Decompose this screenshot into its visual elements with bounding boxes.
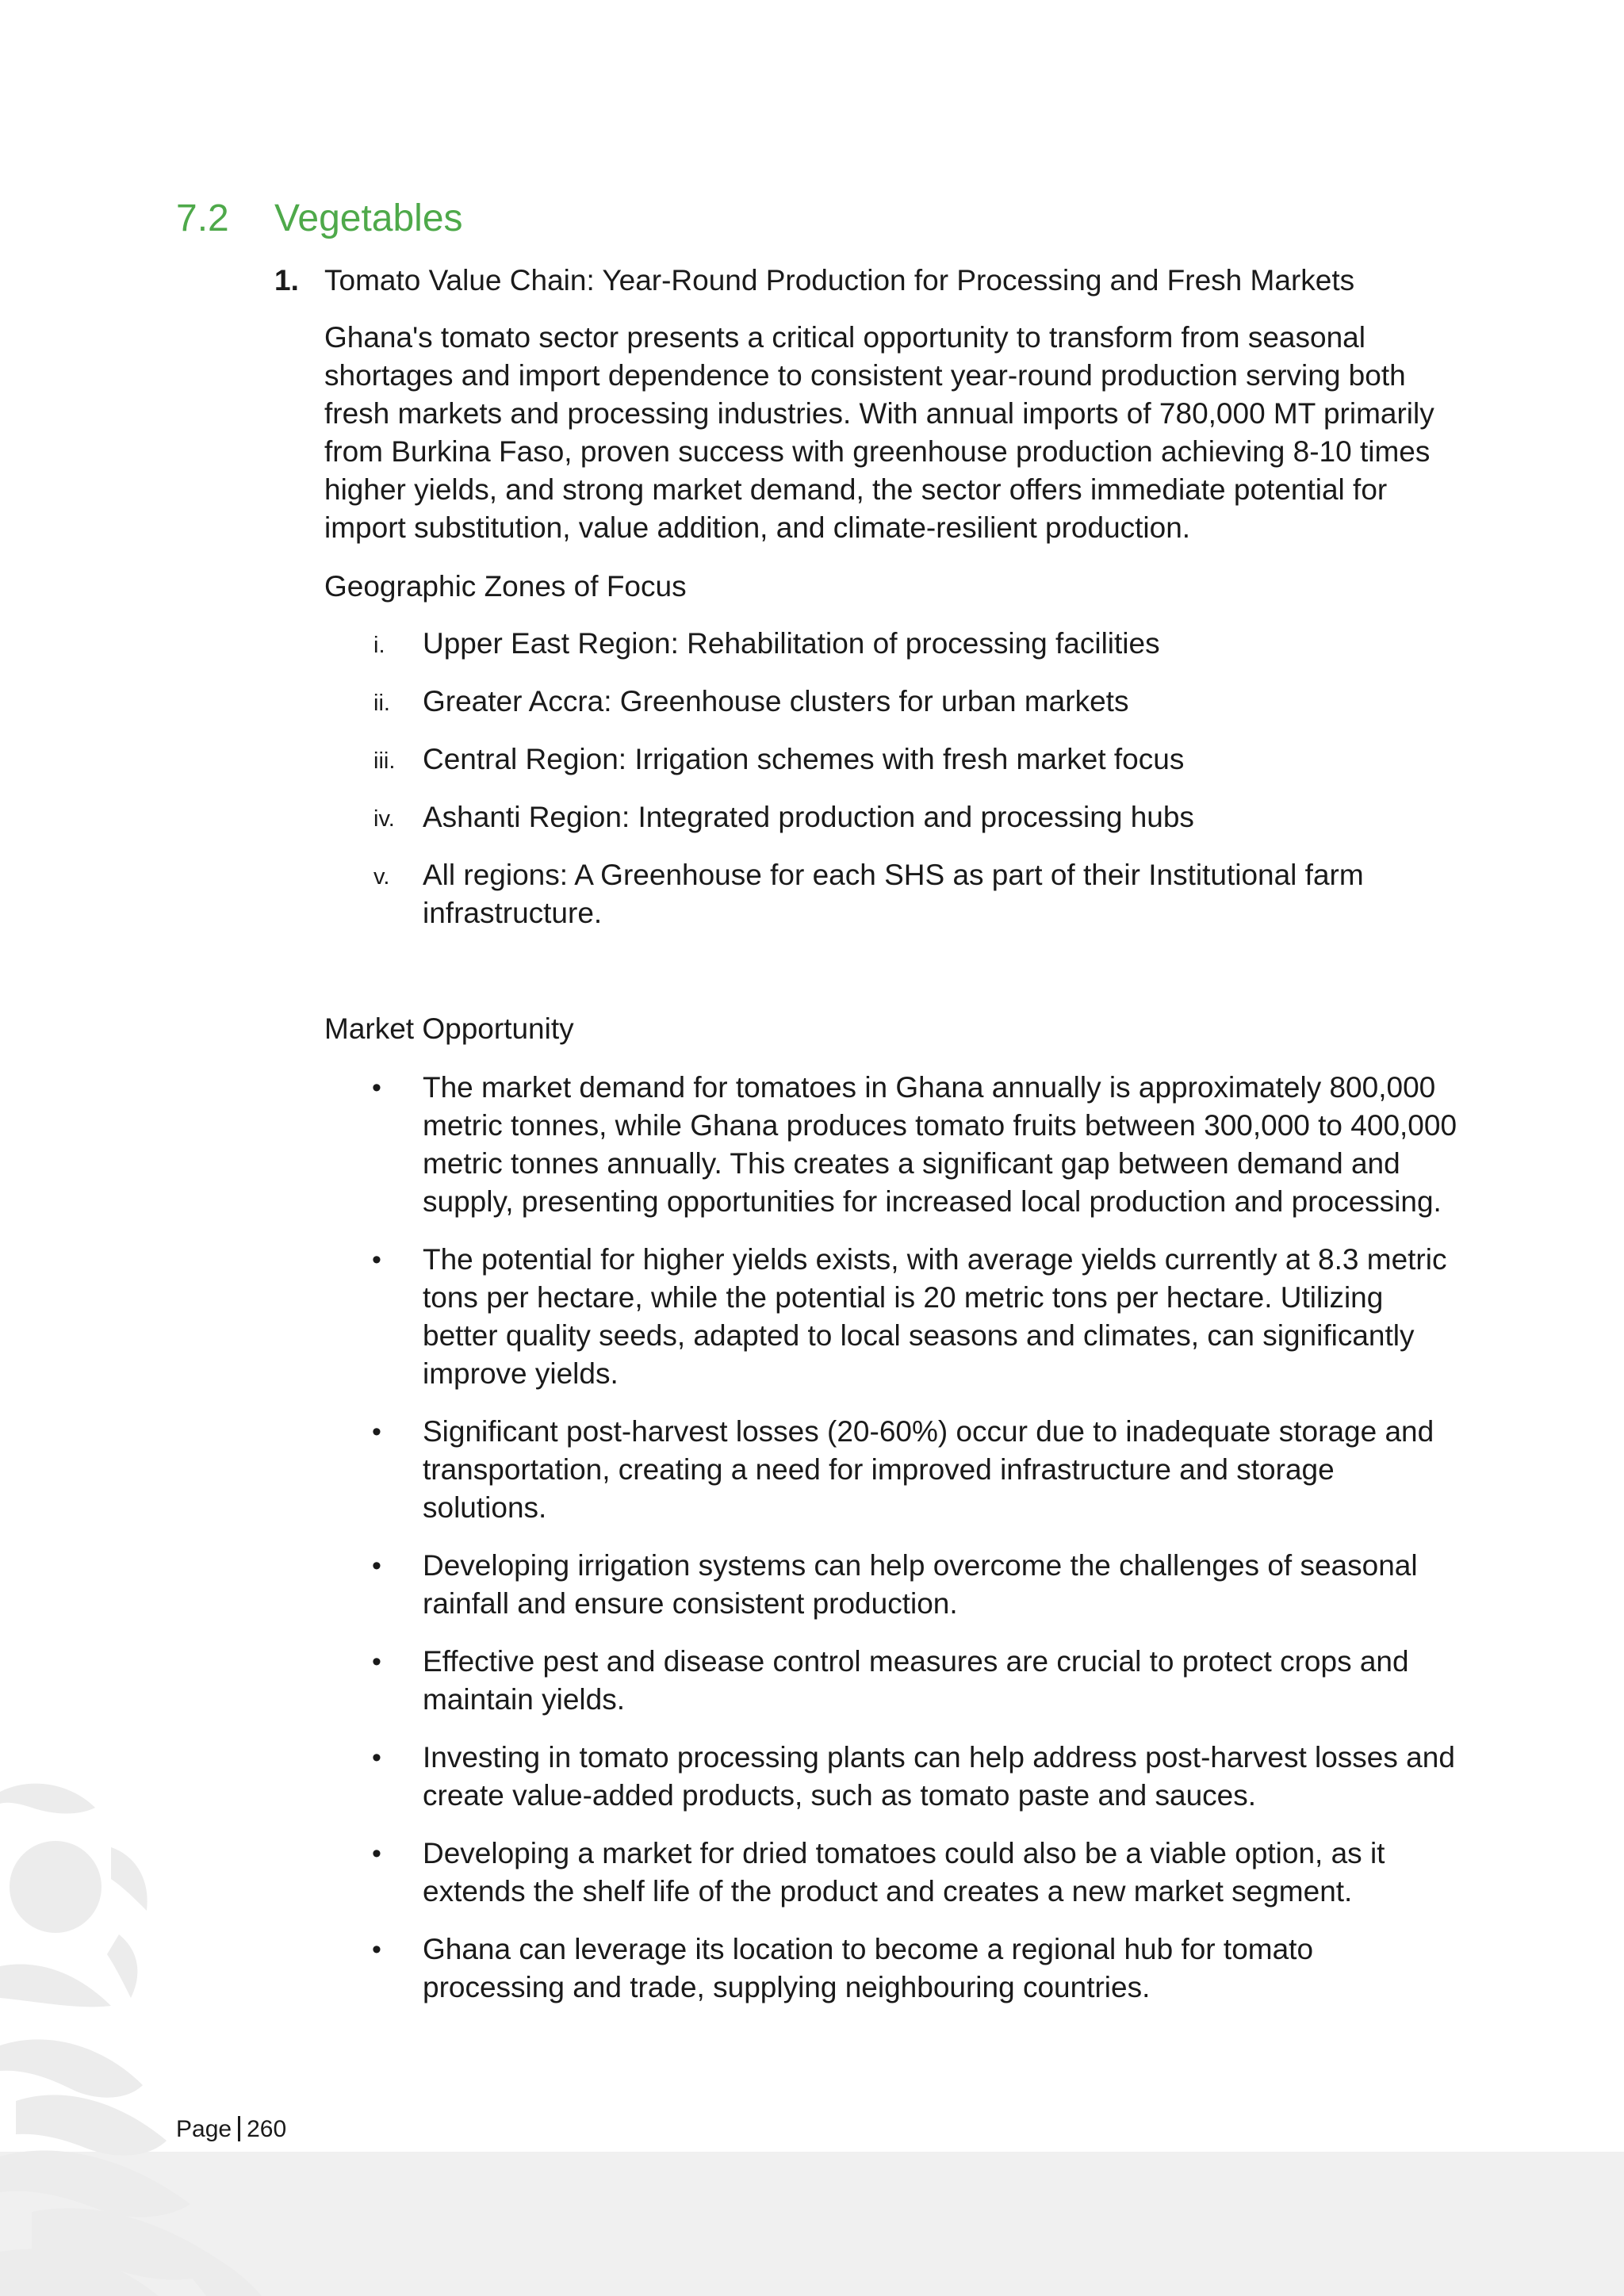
list-item-text: Developing a market for dried tomatoes could also be a viable option, as it extends the shelf life of the product and creates a new market segment. [423, 1837, 1385, 1908]
bullet-icon: • [372, 1417, 381, 1447]
bullet-icon: • [372, 1647, 381, 1677]
footer-divider [238, 2116, 240, 2141]
list-item-text: Investing in tomato processing plants can help address post-harvest losses and create value-added products, such as tomato paste and sauces. [423, 1741, 1455, 1812]
geographic-zones-list [324, 625, 1458, 952]
list-marker: v. [373, 864, 390, 890]
list-item [324, 1739, 1458, 1815]
section-heading [176, 193, 463, 244]
list-item-text: Upper East Region: Rehabilitation of processing facilities [423, 627, 1160, 660]
list-item-text: The potential for higher yields exists, with average yields currently at 8.3 metric tons per hectare, while the potential is 20 metric tons per hectare. Utilizing better quality seeds, adapted to local seasons and climates, can significantly improve yields. [423, 1243, 1447, 1390]
bullet-icon: • [372, 1934, 381, 1965]
bullet-icon: • [372, 1743, 381, 1773]
list-marker: ii. [373, 691, 390, 716]
list-item [324, 1413, 1458, 1527]
list-item [324, 1835, 1458, 1911]
bullet-icon: • [372, 1551, 381, 1581]
page-label: Page [176, 2116, 232, 2142]
item-number: 1. [274, 264, 299, 297]
list-item [324, 856, 1458, 932]
list-item [324, 798, 1458, 836]
list-item [324, 683, 1458, 721]
page-footer [176, 2114, 286, 2145]
list-item-text: Greater Accra: Greenhouse clusters for urban markets [423, 685, 1129, 718]
section-title: Vegetables [274, 197, 463, 239]
section-number: 7.2 [176, 197, 229, 239]
bullet-icon: • [372, 1245, 381, 1275]
list-item-text: Ghana can leverage its location to become a regional hub for tomato processing and trade, supplying neighbouring countries. [423, 1933, 1314, 2003]
list-item-text: All regions: A Greenhouse for each SHS as part of their Institutional farm infrastructure. [423, 859, 1364, 929]
market-opportunity-list [324, 1069, 1458, 2026]
item-title-text: Tomato Value Chain: Year-Round Production for Processing and Fresh Markets [324, 264, 1355, 297]
bullet-icon: • [372, 1073, 381, 1103]
list-item-text: Ashanti Region: Integrated production and processing hubs [423, 801, 1194, 833]
list-item-text: Central Region: Irrigation schemes with fresh market focus [423, 743, 1185, 775]
list-item [324, 1069, 1458, 1221]
market-opportunity-heading: Market Opportunity [324, 1012, 574, 1045]
list-marker: iii. [373, 748, 396, 774]
geographic-zones-heading: Geographic Zones of Focus [324, 570, 687, 603]
list-item [324, 740, 1458, 779]
list-item-text: The market demand for tomatoes in Ghana annually is approximately 800,000 metric tonnes, while Ghana produces tomato fruits between 300,000 to 400,000 metric tonnes annually. This creates a significant gap between demand and supply, presenting opportunities for increased local production and processing. [423, 1071, 1457, 1218]
list-item [324, 1547, 1458, 1623]
decorative-pattern-watermark [0, 1728, 333, 2296]
list-item-text: Significant post-harvest losses (20-60%) occur due to inadequate storage and transportation, creating a need for improved infrastructure and storage solutions. [423, 1415, 1434, 1524]
bullet-icon: • [372, 1839, 381, 1869]
page-number: 260 [247, 2116, 287, 2142]
list-marker: iv. [373, 806, 395, 832]
list-marker: i. [373, 633, 385, 658]
list-item-text: Developing irrigation systems can help overcome the challenges of seasonal rainfall and ensure consistent production. [423, 1549, 1418, 1620]
intro-paragraph: Ghana's tomato sector presents a critical opportunity to transform from seasonal shortages and import dependence to consistent year-round production serving both fresh markets and processing industries. With annual imports of 780,000 MT primarily from Burkina Faso, proven success with greenhouse production achieving 8-10 times higher yields, and strong market demand, the sector offers immediate potential for import substitution, value addition, and climate-resilient production. [324, 321, 1434, 544]
list-item [324, 625, 1458, 663]
list-item [324, 1931, 1458, 2007]
list-item [324, 1643, 1458, 1719]
list-item [324, 1241, 1458, 1393]
list-item-text: Effective pest and disease control measures are crucial to protect crops and maintain yields. [423, 1645, 1409, 1716]
